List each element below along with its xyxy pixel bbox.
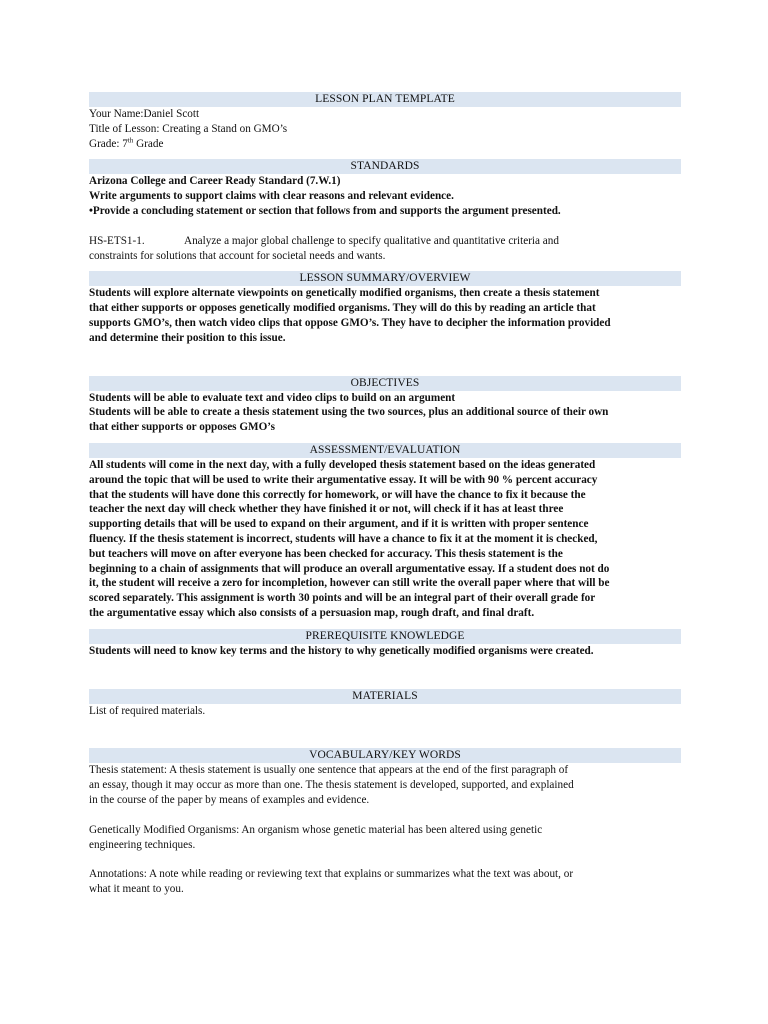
summary-line: and determine their position to this issue. bbox=[89, 331, 286, 344]
vocab-thesis: an essay, though it may occur as more than one. The thesis statement is developed, supported, and explained bbox=[89, 779, 574, 792]
prerequisite-heading: PREREQUISITE KNOWLEDGE bbox=[89, 629, 681, 644]
assessment-line: beginning to a chain of assignments that will produce an overall argumentative essay. If a student does not do bbox=[89, 562, 610, 575]
assessment-line: it, the student will receive a zero for incompletion, however can still write the overall paper where that will be bbox=[89, 577, 610, 590]
assessment-line: but teachers will move on after everyone has been checked for accuracy. This thesis statement is the bbox=[89, 547, 563, 560]
assessment-line: around the topic that will be used to write their argumentative essay. It will be with 90 % percent accuracy bbox=[89, 473, 598, 486]
hs-standard: HS-ETS1-1. Analyze a major global challenge to specify qualitative and quantitative criteria and bbox=[89, 234, 559, 247]
summary-line: that either supports or opposes genetically modified organisms. They will do this by reading an article that bbox=[89, 302, 596, 315]
hs-standard-cont: constraints for solutions that account for societal needs and wants. bbox=[89, 249, 386, 262]
standard-line: Write arguments to support claims with clear reasons and relevant evidence. bbox=[89, 190, 454, 203]
assessment-heading: ASSESSMENT/EVALUATION bbox=[89, 443, 681, 458]
materials-line: List of required materials. bbox=[89, 704, 206, 717]
assessment-line: All students will come in the next day, with a fully developed thesis statement based on the ideas generated bbox=[89, 458, 596, 471]
summary-line: Students will explore alternate viewpoints on genetically modified organisms, then create a thesis statement bbox=[89, 287, 600, 300]
standards-heading: STANDARDS bbox=[89, 159, 681, 174]
assessment-line: supporting details that will be used to expand on their argument, and if it is written with proper sentence bbox=[89, 518, 589, 531]
materials-heading: MATERIALS bbox=[89, 689, 681, 704]
objectives-heading: OBJECTIVES bbox=[89, 376, 681, 391]
title-bar: LESSON PLAN TEMPLATE bbox=[89, 92, 681, 107]
prerequisite-line: Students will need to know key terms and the history to why genetically modified organisms were created. bbox=[89, 644, 594, 657]
standard-line: Arizona College and Career Ready Standard (7.W.1) bbox=[89, 175, 341, 188]
summary-heading: LESSON SUMMARY/OVERVIEW bbox=[89, 271, 681, 286]
assessment-line: scored separately. This assignment is worth 30 points and will be an integral part of their overall grade for bbox=[89, 592, 596, 605]
standard-line: •Provide a concluding statement or section that follows from and supports the argument presented. bbox=[89, 204, 561, 217]
objective-line: that either supports or opposes GMO’s bbox=[89, 421, 275, 434]
vocab-gmo: engineering techniques. bbox=[89, 838, 196, 851]
assessment-line: fluency. If the thesis statement is incorrect, students will have a chance to fix it at the moment it is checked, bbox=[89, 532, 598, 545]
vocab-thesis: Thesis statement: A thesis statement is usually one sentence that appears at the end of the first paragraph of bbox=[89, 764, 569, 777]
author-name: Your Name:Daniel Scott bbox=[89, 108, 200, 120]
lesson-title: Title of Lesson: Creating a Stand on GMO’s bbox=[89, 122, 288, 135]
objective-line: Students will be able to create a thesis statement using the two sources, plus an additional source of their own bbox=[89, 406, 609, 419]
lesson-plan bbox=[89, 92, 681, 897]
vocab-annotations: what it meant to you. bbox=[89, 883, 184, 896]
assessment-line: the argumentative essay which also consists of a persuasion map, rough draft, and final draft. bbox=[89, 606, 535, 619]
vocab-thesis: in the course of the paper by means of examples and evidence. bbox=[89, 793, 370, 806]
vocab-annotations: Annotations: A note while reading or reviewing text that explains or summarizes what the text was about, or bbox=[89, 868, 574, 881]
summary-line: supports GMO’s, then watch video clips that oppose GMO’s. They have to decipher the information provided bbox=[89, 316, 611, 329]
vocabulary-heading: VOCABULARY/KEY WORDS bbox=[89, 748, 681, 763]
assessment-line: teacher the next day will check whether they have finished it or not, will check if it has at least three bbox=[89, 503, 564, 516]
grade: Grade: 7th Grade bbox=[89, 135, 164, 150]
vocab-gmo: Genetically Modified Organisms: An organism whose genetic material has been altered using genetic bbox=[89, 823, 543, 836]
objective-line: Students will be able to evaluate text and video clips to build on an argument bbox=[89, 391, 456, 404]
assessment-line: that the students will have done this correctly for homework, or will have the chance to fix it because the bbox=[89, 488, 586, 501]
